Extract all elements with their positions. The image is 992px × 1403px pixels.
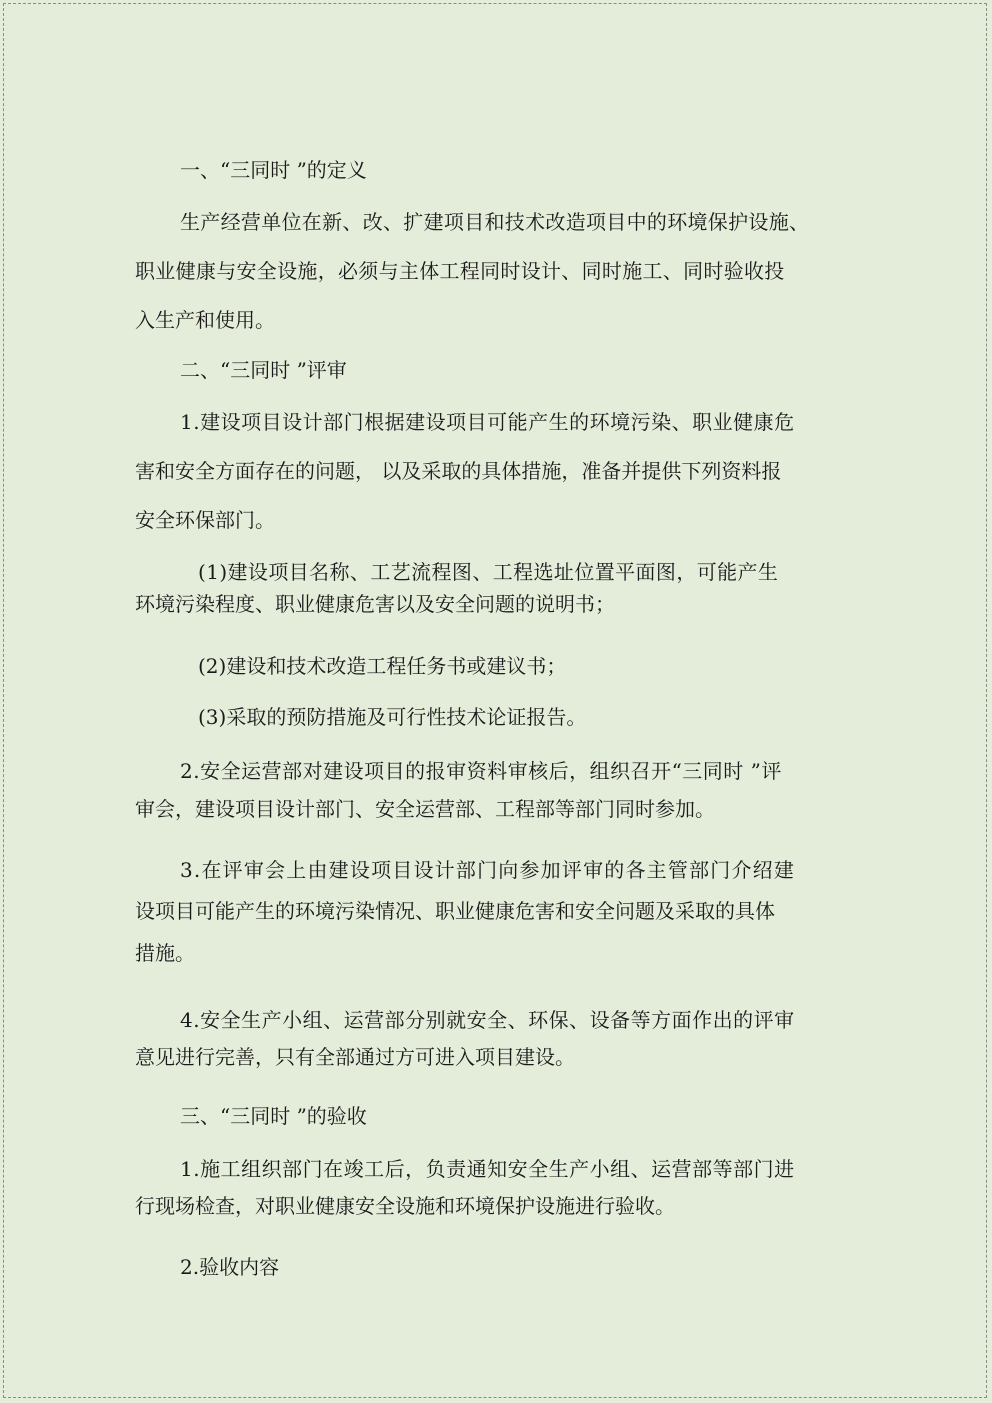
list-item-line: (3)采取的预防措施及可行性技术论证报告。 — [198, 705, 587, 729]
paragraph-line: 意见进行完善，只有全部通过方可进入项目建设。 — [135, 1045, 575, 1069]
paragraph-line: 4.安全生产小组、运营部分别就安全、环保、设备等方面作出的评审 — [180, 1008, 795, 1032]
section-heading-acceptance: 三、“三同时 ”的验收 — [180, 1104, 367, 1128]
paragraph-line: 安全环保部门。 — [135, 508, 275, 532]
paragraph-line: 害和安全方面存在的问题， 以及采取的具体措施，准备并提供下列资料报 — [135, 459, 782, 483]
list-item-line: (1)建设项目名称、工艺流程图、工程选址位置平面图，可能产生 — [198, 560, 779, 584]
paragraph-line: 措施。 — [135, 941, 195, 965]
paragraph-line: 2.安全运营部对建设项目的报审资料审核后，组织召开“三同时 ”评 — [180, 759, 782, 783]
paragraph-line: 生产经营单位在新、改、扩建项目和技术改造项目中的环境保护设施、 — [180, 210, 810, 234]
paragraph-line: 审会，建设项目设计部门、安全运营部、工程部等部门同时参加。 — [135, 797, 715, 821]
section-heading-definition: 一、“三同时 ”的定义 — [180, 158, 367, 182]
paragraph-line: 3.在评审会上由建设项目设计部门向参加评审的各主管部门介绍建 — [180, 858, 796, 882]
paragraph-line: 1.施工组织部门在竣工后，负责通知安全生产小组、运营部等部门进 — [180, 1157, 795, 1181]
paragraph-line: 2.验收内容 — [180, 1255, 280, 1279]
paragraph-line: 行现场检查，对职业健康安全设施和环境保护设施进行验收。 — [135, 1194, 675, 1218]
list-item-line: (2)建设和技术改造工程任务书或建议书； — [198, 654, 567, 678]
paragraph-line: 入生产和使用。 — [135, 308, 275, 332]
section-heading-review: 二、“三同时 ”评审 — [180, 358, 347, 382]
list-item-line: 环境污染程度、职业健康危害以及安全问题的说明书； — [135, 592, 615, 616]
paragraph-line: 1.建设项目设计部门根据建设项目可能产生的环境污染、职业健康危 — [180, 410, 795, 434]
paragraph-line: 设项目可能产生的环境污染情况、职业健康危害和安全问题及采取的具体 — [135, 899, 775, 923]
paragraph-line: 职业健康与安全设施，必须与主体工程同时设计、同时施工、同时验收投 — [135, 259, 785, 283]
